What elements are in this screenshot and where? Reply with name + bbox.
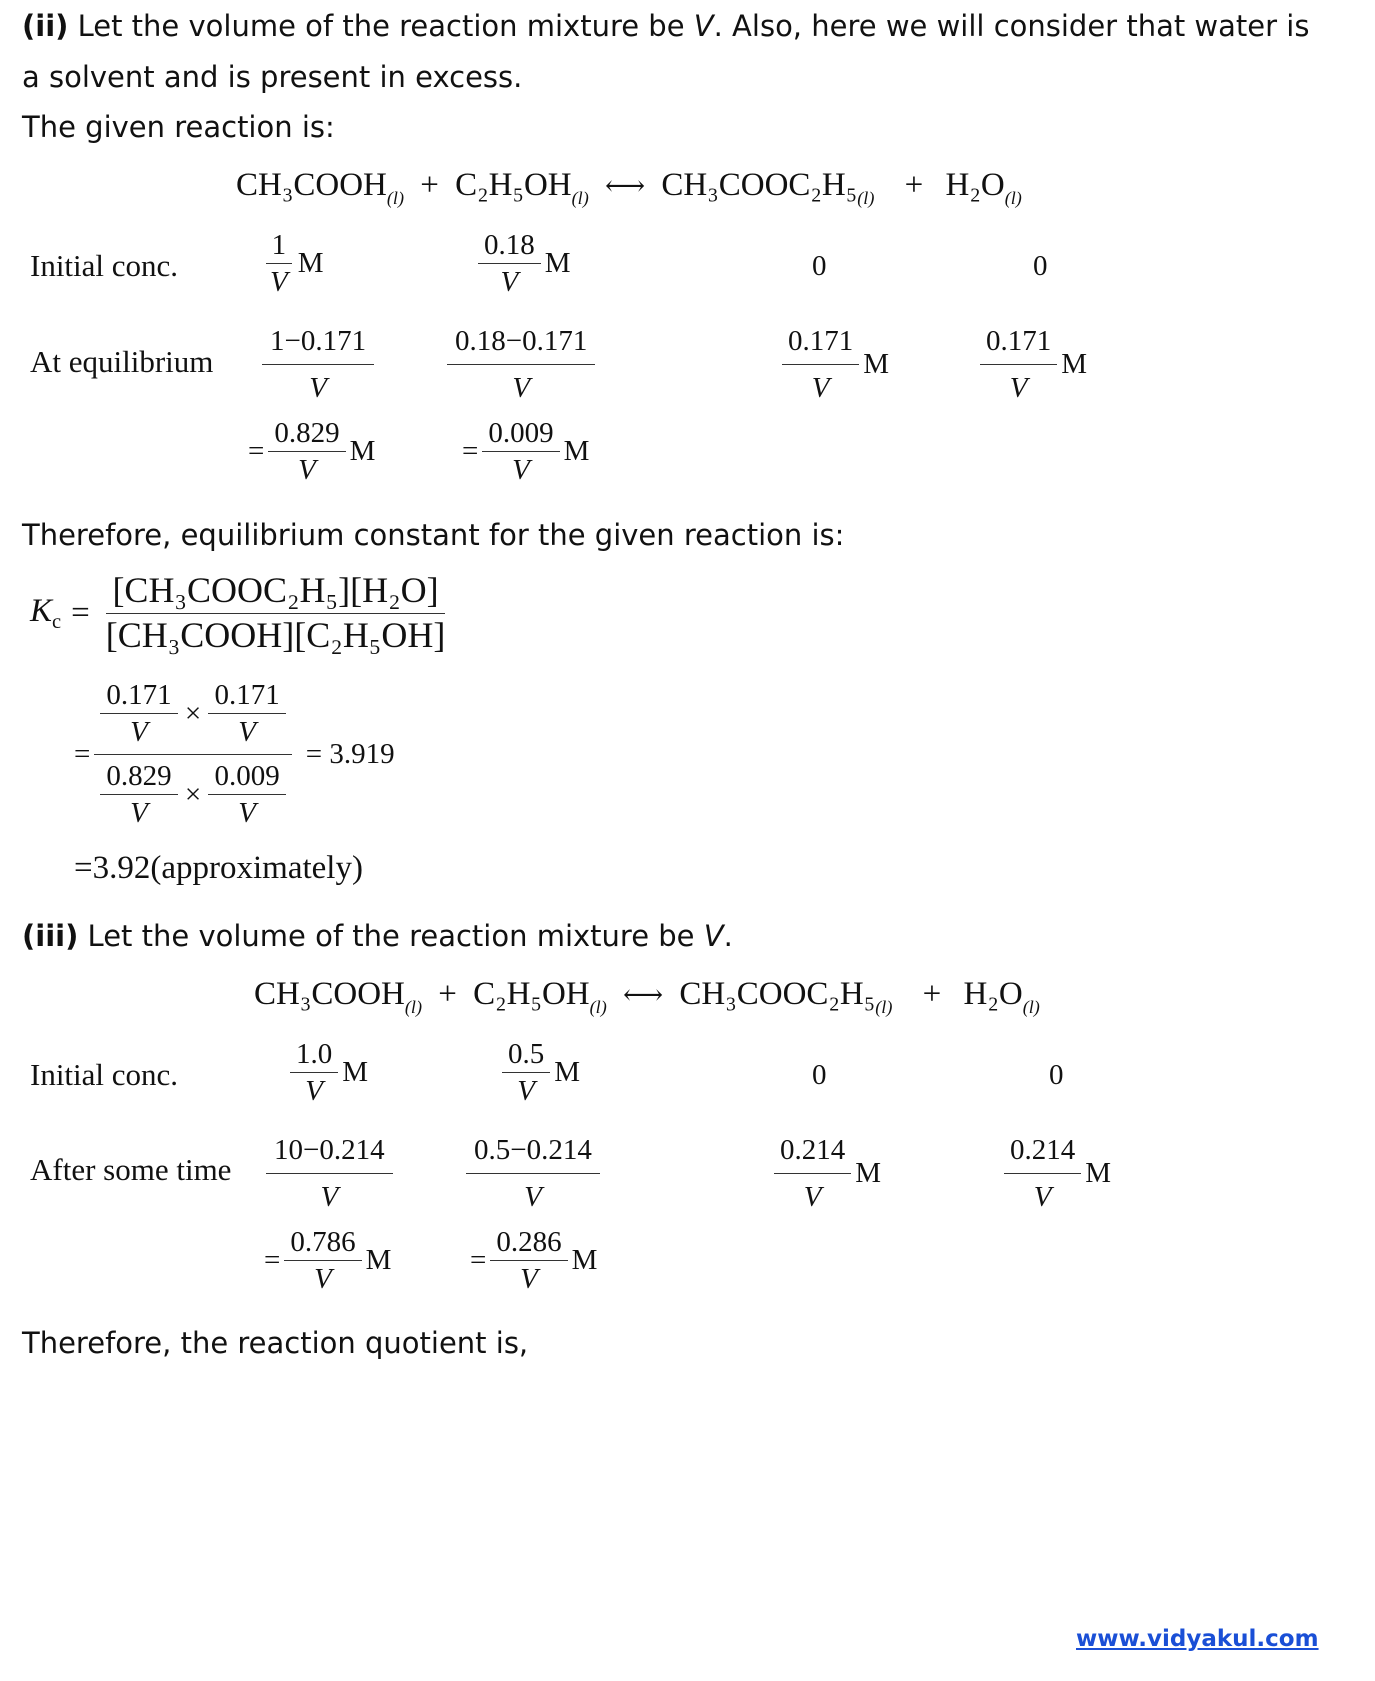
part-ii-reaction: $CH_3COOH_{(l)} + C_2H_5OH_{(l)}$ ⟷ $CH_3COOC_2H_5_{(l)} + H_2O_{(l)}$	[236, 167, 1022, 209]
kc-approx: =3.92(approximately)	[74, 850, 363, 886]
after-c2h5oh-simplified: = $\frac{0.286}{V}$ M	[470, 1226, 598, 1296]
eq-water: $\frac{0.171}{V}$ M	[980, 326, 1087, 404]
after-ch3cooh-simplified: = $\frac{0.786}{V}$ M	[264, 1226, 392, 1296]
eq-ch3cooh-simplified: = $\frac{0.829}{V}$ M	[248, 417, 376, 487]
after-c2h5oh: $\frac{0.5-0.214}{V}$	[466, 1135, 600, 1213]
part-ii-therefore: Therefore, equilibrium constant for the given reaction is:	[22, 518, 845, 552]
eq-ch3cooh: $\frac{1-0.171}{V}$	[262, 326, 374, 404]
kc-expression: $K_c$ = $\frac{\text{[CH₃COOC₂H₅][H₂O]}}{\text{[CH₃COOH][C₂H₅OH]}}$	[30, 570, 446, 655]
eq-c2h5oh-simplified: = $\frac{0.009}{V}$ M	[462, 417, 590, 487]
part-ii-intro-line1: (ii) Let the volume of the reaction mixture be V. Also, here we will consider that water is	[22, 9, 1310, 43]
eq-ester: $\frac{0.171}{V}$ M	[782, 326, 889, 404]
part-iii-reaction: $CH_3COOH_{(l)} + C_2H_5OH_{(l)}$ ⟷ $CH_3COOC_2H_5_{(l)} + H_2O_{(l)}$	[254, 976, 1040, 1018]
row-after-some-time: After some time	[30, 1152, 232, 1187]
initial-water-iii: 0	[1049, 1059, 1064, 1091]
initial-ch3cooh-iii: $\frac{1.0}{V}$ M	[290, 1039, 368, 1107]
after-water: $\frac{0.214}{V}$ M	[1004, 1135, 1111, 1213]
part-ii-label: (ii)	[22, 9, 69, 43]
eq-c2h5oh: $\frac{0.18-0.171}{V}$	[447, 326, 595, 404]
initial-c2h5oh-iii: $\frac{0.5}{V}$ M	[502, 1039, 580, 1107]
kc-calculation: = $\frac{0.171}{V}$ × $\frac{0.171}{V}$ $\frac{0.829}{V}$ × $\frac{0.009}{V}$ = 3.919	[74, 679, 395, 830]
vidyakul-link[interactable]: www.vidyakul.com	[1076, 1626, 1319, 1652]
row-initial-conc-iii: Initial conc.	[30, 1057, 179, 1092]
initial-ester-iii: 0	[812, 1059, 827, 1091]
part-ii-given: The given reaction is:	[22, 110, 335, 144]
after-ch3cooh: $\frac{10-0.214}{V}$	[266, 1135, 393, 1213]
part-iii-intro: (iii) Let the volume of the reaction mixture be V.	[22, 919, 733, 953]
part-iii-label: (iii)	[22, 919, 79, 953]
part-ii-intro-line2: a solvent and is present in excess.	[22, 60, 523, 94]
initial-c2h5oh: $\frac{0.18}{V}$ M	[478, 230, 571, 298]
initial-ester: 0	[812, 250, 827, 282]
initial-ch3cooh: $\frac{1}{V}$ M	[264, 230, 324, 298]
row-at-equilibrium: At equilibrium	[30, 344, 214, 379]
part-iii-therefore: Therefore, the reaction quotient is,	[22, 1326, 529, 1360]
after-ester: $\frac{0.214}{V}$ M	[774, 1135, 881, 1213]
row-initial-conc: Initial conc.	[30, 248, 179, 283]
initial-water: 0	[1033, 250, 1048, 282]
